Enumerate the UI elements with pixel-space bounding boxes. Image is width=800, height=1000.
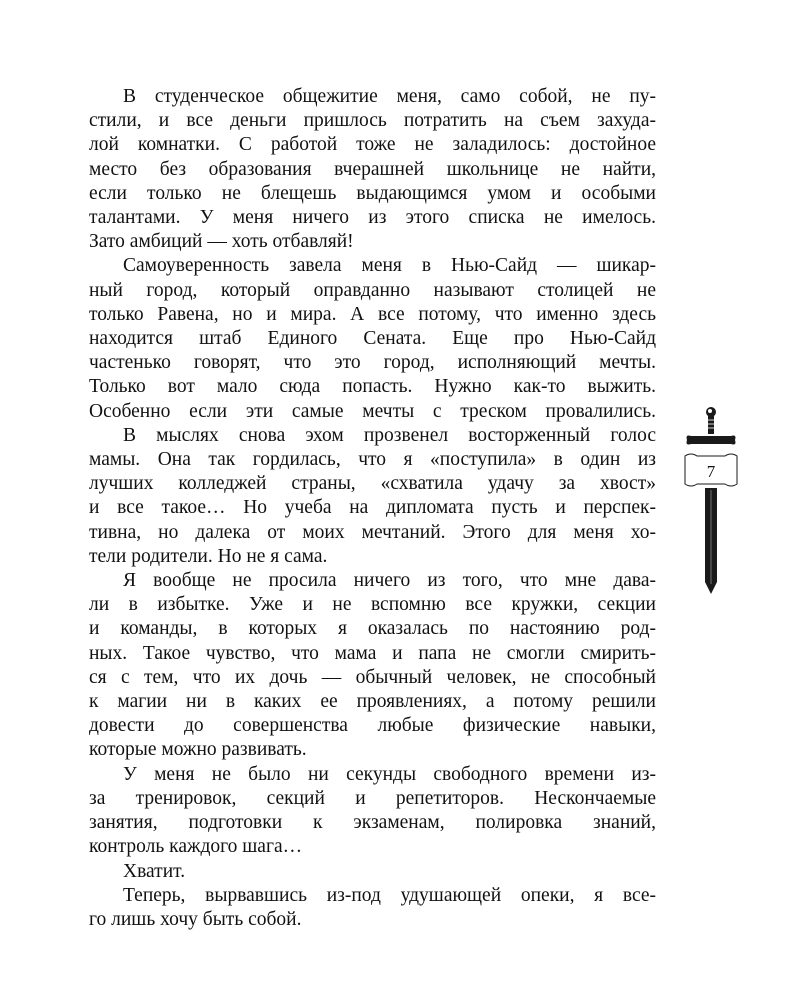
text-line: Самоуверенность завела меня в Нью-Сайд — шикар-	[123, 255, 656, 277]
body-text	[89, 85, 656, 932]
text-line: довести до совершенства любые физические навыки,	[89, 715, 656, 737]
page-number: 7	[706, 462, 716, 481]
text-line: к магии ни в каких ее проявлениях, а потому решили	[89, 691, 656, 713]
text-line: тели родители. Но не я сама.	[89, 545, 328, 567]
text-line: го лишь хочу быть собой.	[89, 908, 302, 930]
text-line: находится штаб Единого Сената. Еще про Нью-Сайд	[89, 328, 656, 350]
text-line: ли в избытке. Уже и не вспомню все кружки, секции	[89, 594, 656, 616]
text-line: мамы. Она так гордилась, что я «поступила» в один из	[89, 449, 656, 471]
text-line: частенько говорят, что это город, исполняющий мечты.	[89, 352, 656, 374]
text-line: контроль каждого шага…	[89, 836, 303, 858]
text-line: лучших колледжей страны, «схватила удачу за хвост»	[89, 473, 656, 495]
text-line: Теперь, вырвавшись из-под удушающей опеки, я все-	[123, 884, 656, 906]
text-line: тивна, но далека от моих мечтаний. Этого для меня хо-	[89, 521, 656, 543]
sword-icon	[683, 404, 739, 596]
text-line: ный город, который оправданно называют столицей не	[89, 279, 656, 301]
text-line: В студенческое общежитие меня, само собой, не пу-	[123, 86, 656, 107]
text-line: которые можно развивать.	[89, 739, 307, 761]
text-line: стили, и все деньги пришлось потратить на съем захуда-	[89, 110, 656, 132]
text-line: ных. Такое чувство, что мама и папа не смогли смирить-	[89, 642, 656, 664]
text-line: лой комнатки. С работой тоже не заладилось: достойное	[89, 134, 656, 156]
text-line: Я вообще не просила ничего из того, что мне дава-	[123, 570, 656, 592]
text-line: за тренировок, секций и репетиторов. Нескончаемые	[89, 787, 656, 809]
text-line: место без образования вчерашней школьнице не найти,	[89, 158, 656, 180]
text-line: и команды, в которых я оказалась по настоянию род-	[89, 618, 656, 640]
text-line: занятия, подготовки к экзаменам, полировка знаний,	[89, 812, 656, 834]
text-line: талантами. У меня ничего из этого списка не имелось.	[89, 207, 656, 229]
text-line: В мыслях снова эхом прозвенел восторженный голос	[123, 424, 656, 446]
text-line: ся с тем, что их дочь — обычный человек, не способный	[89, 666, 656, 688]
text-line: Хватит.	[123, 860, 186, 882]
text-line: Только вот мало сюда попасть. Нужно как-то выжить.	[89, 376, 656, 398]
text-line: Зато амбиций — хоть отбавляй!	[89, 231, 354, 253]
text-line: и все такое… Но учеба на дипломата пусть и перспек-	[89, 497, 656, 519]
text-line: только Равена, но и мира. А все потому, что именно здесь	[89, 303, 656, 325]
text-line: У меня не было ни секунды свободного времени из-	[123, 763, 656, 785]
text-line: Особенно если эти самые мечты с треском провалились.	[89, 400, 656, 422]
text-line: если только не блещешь выдающимся умом и особыми	[89, 182, 656, 204]
